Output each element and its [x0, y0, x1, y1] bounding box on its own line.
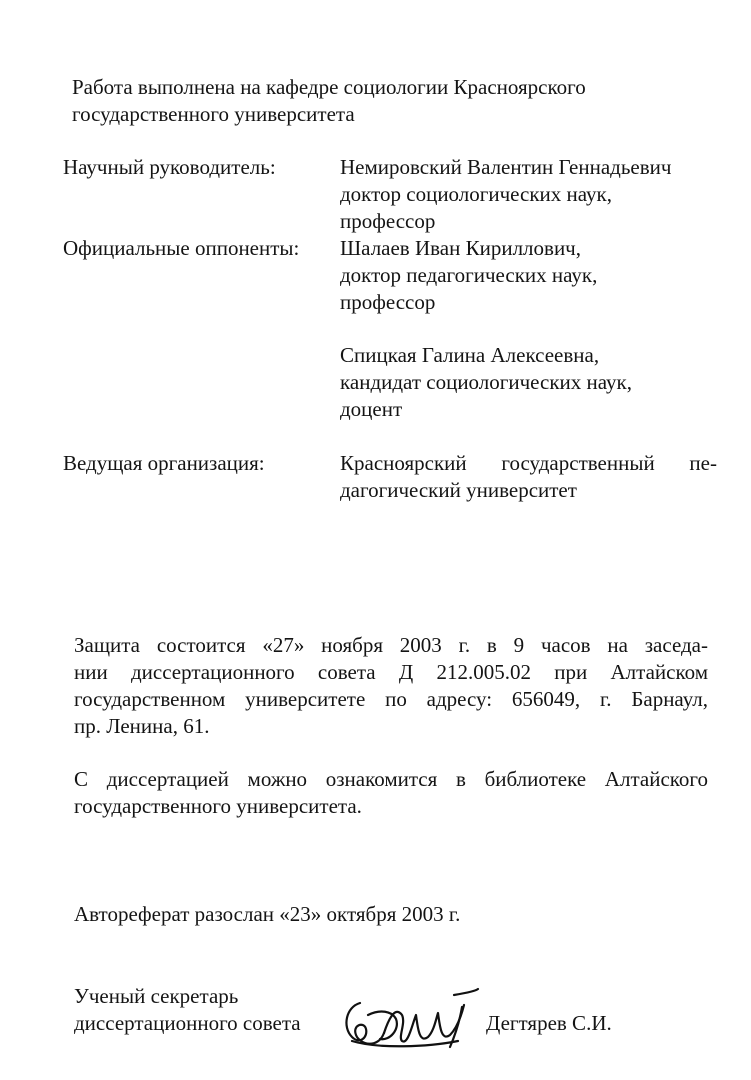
- opponent-2-name: Спицкая Галина Алексеевна,: [340, 343, 600, 367]
- opponent-1-name: Шалаев Иван Кириллович,: [340, 236, 581, 260]
- intro-paragraph: [72, 74, 586, 128]
- supervisor-degree: доктор социологических наук,: [340, 182, 612, 206]
- council-label: диссертационного совета: [74, 1011, 301, 1035]
- defense-paragraph: [74, 632, 708, 740]
- intro-line-2: государственного университета: [72, 102, 355, 126]
- supervisor-details: [340, 154, 671, 235]
- defense-line-4: пр. Ленина, 61.: [74, 714, 210, 738]
- supervisor-title: профессор: [340, 209, 436, 233]
- opponent-1-details: [340, 235, 597, 316]
- leading-org-label: Ведущая организация:: [63, 451, 265, 475]
- opponent-1-title: профессор: [340, 290, 436, 314]
- leading-org-line-1: Красноярский государственный пе-: [340, 451, 717, 475]
- defense-line-3: государственном университете по адресу: 656049, г. Барнаул,: [74, 687, 708, 711]
- supervisor-label: Научный руководитель:: [63, 155, 276, 179]
- opponents-label: Официальные оппоненты:: [63, 236, 300, 260]
- opponent-2-details: [340, 342, 632, 423]
- intro-line-1: Работа выполнена на кафедре социологии Красноярского: [72, 75, 586, 99]
- signature-image: [338, 985, 480, 1057]
- opponent-1-degree: доктор педагогических наук,: [340, 263, 598, 287]
- secretary-title: Ученый секретарь: [74, 984, 239, 1008]
- library-line-1: С диссертацией можно ознакомится в библиотеке Алтайского: [74, 767, 708, 791]
- library-line-2: государственного университета.: [74, 794, 362, 818]
- defense-line-1: Защита состоится «27» ноября 2003 г. в 9 часов на заседа-: [74, 633, 708, 657]
- leading-org-details: [340, 450, 717, 504]
- abstract-sent-date: Автореферат разослан «23» октября 2003 г.: [74, 902, 461, 926]
- defense-line-2: нии диссертационного совета Д 212.005.02 при Алтайском: [74, 660, 708, 684]
- opponent-2-title: доцент: [340, 397, 403, 421]
- library-paragraph: [74, 766, 708, 820]
- leading-org-line-2: дагогический университет: [340, 478, 577, 502]
- supervisor-name: Немировский Валентин Геннадьевич: [340, 155, 672, 179]
- secretary-name: Дегтярев С.И.: [486, 1011, 612, 1035]
- opponent-2-degree: кандидат социологических наук,: [340, 370, 632, 394]
